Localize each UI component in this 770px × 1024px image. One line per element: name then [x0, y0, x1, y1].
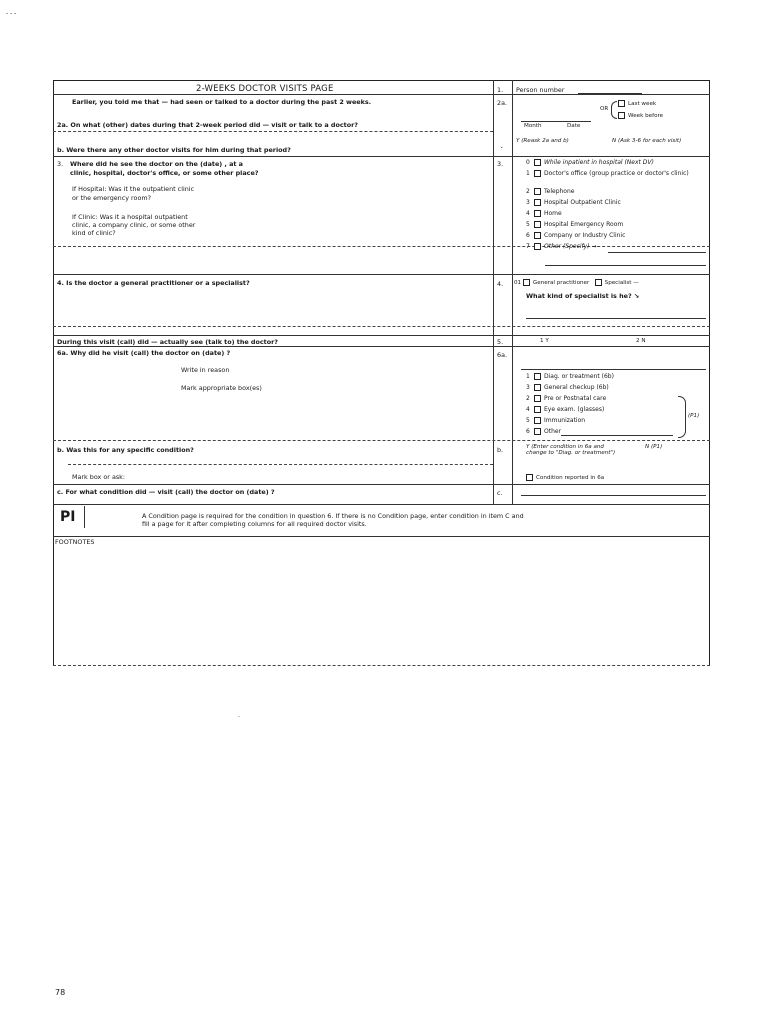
person-number-label: Person number	[516, 86, 565, 94]
arrow-icon: →	[591, 243, 597, 250]
item-number: c.	[497, 489, 503, 497]
condition-reported-label: Condition reported in 6a	[536, 475, 605, 481]
answer-yes[interactable]: Y (Enter condition in 6a and change to "Diag. or treatment")	[526, 444, 616, 457]
item-number: b.	[497, 446, 504, 454]
p1-note: A Condition page is required for the condition in question 6. If there is no Condition page, enter condition in item C and	[142, 512, 524, 520]
reason-option[interactable]: 2 Pre or Postnatal care	[526, 395, 607, 402]
week-before-label: Week before	[628, 113, 664, 119]
footnotes-label: FOOTNOTES	[55, 538, 95, 546]
page-number: 78	[55, 988, 66, 997]
question-3: Where did he see the doctor on the (date) , at a	[70, 160, 243, 168]
reason-option[interactable]: 3 General checkup (6b)	[526, 384, 609, 391]
question-2a: 2a. On what (other) dates during that 2-week period did — visit or talk to a doctor?	[57, 121, 358, 129]
reason-field[interactable]	[521, 369, 706, 370]
item-number: 5.	[497, 338, 504, 346]
write-in-instruction: Write in reason	[181, 366, 230, 374]
item-number: 6a.	[497, 351, 508, 359]
person-number-field[interactable]	[578, 93, 642, 94]
p1-tag: PI	[60, 509, 76, 525]
arrow-icon: ↘	[633, 292, 640, 300]
hospital-probe-cont: or the emergency room?	[72, 194, 151, 202]
answer-no[interactable]: N (Ask 3-6 for each visit)	[612, 138, 682, 144]
place-option[interactable]: 1 Doctor's office (group practice or doctor's clinic)	[526, 170, 689, 177]
reason-option[interactable]: 5 Immunization	[526, 417, 586, 424]
page-title: 2-WEEKS DOCTOR VISITS PAGE	[196, 84, 334, 94]
place-option[interactable]: 3 Hospital Outpatient Clinic	[526, 199, 621, 206]
condition-reported-checkbox[interactable]	[526, 474, 533, 481]
skip-note: (P1)	[688, 413, 700, 419]
place-option[interactable]: 4 Home	[526, 210, 562, 217]
document-page: - - - 2-WEEKS DOCTOR VISITS PAGE 1. Person number Earlier, you told me that — had seen or talked to a doctor during the past 2 weeks. 2a. 2a. On what (other) dates during that 2-week period did — visit or talk to a doctor? OR Last week Week before Month Date b. Were there any other doctor visits for him during that period? Y (Reask 2a and b) N (Ask 3-6 for each visit) ˇ 3. Where did he see the doctor on the (date) , at a clinic, hospital, doctor's office, or some other place? If Hospital: Was it the outpatient clinic or the emergency room? If Clinic: Was it a hospital outpatient clinic, a company clinic, or some other kind of clinic? 3. 0 While inpatient in hospital (Next DV) 1 Doctor's office (group practice or doctor's clinic) 2 Telephone 3 Hospital Outpatient Clinic 4 Home 5 Hospital Emergency Room 6 Company or Industry Clinic 7 Other (Specify) → 4. Is the doctor a general practitioner or a specialist? 4. 01 General practitioner Specialist — What kind of specialist is he? ↘ During this visit (call) did — actually see (talk to) the doctor? 5. 1 Y 2 N 6a. Why did he visit (call) the doctor on (date) ? 6a. Write in reason Mark appropriate box(es) 1 Diag. or treatment (6b) 3 General checkup (6b) 2 Pre or Postnatal care 4 Eye exam. (glasses) 5 Immunization 6 Other (P1) b. Was this for any specific condition? b. Y (Enter condition in 6a and change to "Diag. or treatment") N (P1) Mark box or ask: Condition reported in 6a c. For what condition did — visit (call) the doctor on (date) ? c. PI A Condition page is required for the condition in question 6. If there is no Condition page, enter condition in item C and fill a page for it after completing columns for all required doctor visits. FOOTNOTES · 78	[0, 0, 770, 1024]
answer-no[interactable]: N (P1)	[645, 444, 663, 450]
place-option[interactable]: 5 Hospital Emergency Room	[526, 221, 624, 228]
general-practitioner-checkbox[interactable]	[523, 279, 530, 286]
question-6c: c. For what condition did — visit (call) the doctor on (date) ?	[57, 488, 275, 496]
clinic-probe: If Clinic: Was it a hospital outpatient	[72, 213, 188, 221]
specialist-checkbox[interactable]	[595, 279, 602, 286]
place-option[interactable]: 6 Company or Industry Clinic	[526, 232, 626, 239]
item-number: 2a.	[497, 99, 508, 107]
question-2b: b. Were there any other doctor visits for him during that period?	[57, 146, 291, 154]
answer-yes[interactable]: Y	[545, 338, 549, 344]
last-week-checkbox[interactable]	[618, 100, 625, 107]
or-label: OR	[600, 106, 609, 112]
reason-option[interactable]: 1 Diag. or treatment (6b)	[526, 373, 614, 380]
answer-no[interactable]: N	[641, 338, 646, 344]
item-number: 3.	[497, 160, 504, 168]
p1-note-cont: fill a page for it after completing columns for all required doctor visits.	[142, 520, 367, 528]
mark-instruction: Mark appropriate box(es)	[181, 384, 262, 392]
reason-option[interactable]: 6 Other	[526, 428, 562, 435]
month-label: Month	[524, 123, 542, 129]
last-week-label: Last week	[628, 101, 657, 107]
answer-yes[interactable]: Y (Reask 2a and b)	[516, 138, 569, 144]
question-4: Is the doctor a general practitioner or a specialist?	[66, 279, 250, 287]
place-option[interactable]: 0 While inpatient in hospital (Next DV)	[526, 159, 654, 166]
question-5: During this visit (call) did — actually see (talk to) the doctor?	[57, 338, 278, 346]
item-number: 1.	[497, 86, 504, 94]
specify-field[interactable]	[545, 265, 706, 266]
mark-instruction: Mark box or ask:	[72, 473, 126, 481]
corner-mark: - - -	[6, 10, 17, 17]
hospital-probe: If Hospital: Was it the outpatient clinic	[72, 185, 195, 193]
place-option[interactable]: 7 Other (Specify) →	[526, 243, 597, 250]
clinic-probe-cont: clinic, a company clinic, or some other	[72, 221, 196, 229]
specialist-field[interactable]	[526, 318, 706, 319]
date-label: Date	[567, 123, 581, 129]
general-practitioner-label: General practitioner	[532, 280, 590, 286]
item-number: 3.	[57, 160, 64, 168]
item-number: 4.	[57, 279, 64, 287]
item-number: 4.	[497, 280, 504, 288]
brace-bracket	[678, 396, 686, 438]
question-6a: 6a. Why did he visit (call) the doctor on (date) ?	[57, 349, 231, 357]
footnotes-area[interactable]	[53, 536, 710, 666]
place-option[interactable]: 2 Telephone	[526, 188, 575, 195]
reason-option[interactable]: 4 Eye exam. (glasses)	[526, 406, 605, 413]
specify-field[interactable]	[608, 252, 706, 253]
specialist-followup: What kind of specialist is he?	[526, 292, 632, 300]
week-before-checkbox[interactable]	[618, 112, 625, 119]
clinic-probe-cont: kind of clinic?	[72, 229, 116, 237]
date-field[interactable]	[521, 121, 591, 122]
specialist-label: Specialist —	[604, 280, 639, 286]
question-3-cont: clinic, hospital, doctor's office, or some other place?	[70, 169, 259, 177]
condition-field[interactable]	[521, 495, 706, 496]
intro-text: Earlier, you told me that — had seen or talked to a doctor during the past 2 weeks.	[72, 98, 372, 106]
question-6b: b. Was this for any specific condition?	[57, 446, 194, 454]
